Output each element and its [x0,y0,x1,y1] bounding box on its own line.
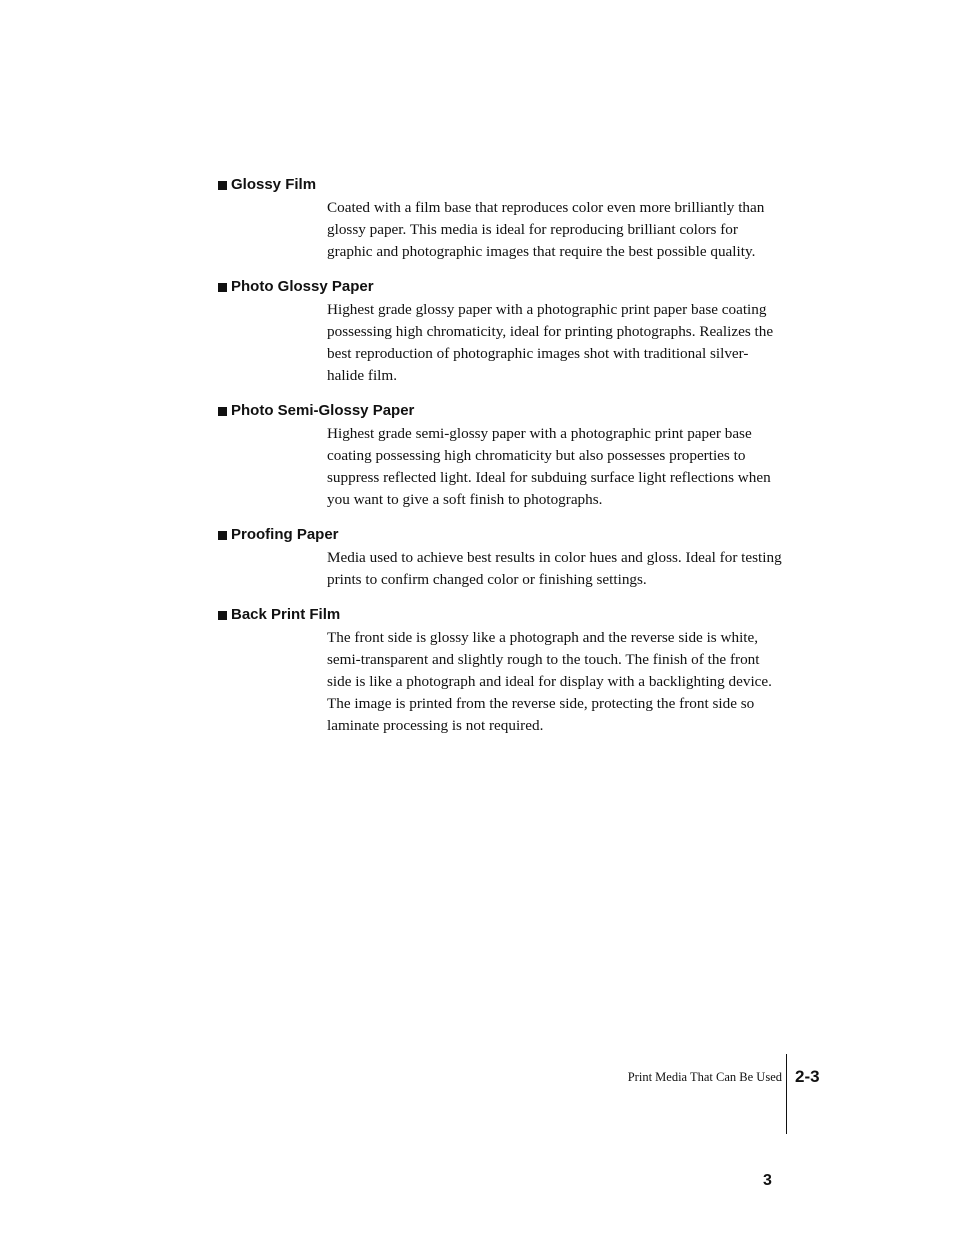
square-bullet-icon [218,531,227,540]
section-back-print-film [217,605,787,737]
section-heading [217,277,787,297]
section-title: Photo Glossy Paper [231,278,374,295]
section-description: Coated with a film base that reproduces color even more brilliantly than glossy paper. This media is ideal for reproducing brilliant colors for graphic and photographic images that require the best possible quality. [327,199,765,260]
section-photo-semi-glossy-paper [217,401,787,511]
square-bullet-icon [218,283,227,292]
section-title: Back Print Film [231,606,341,623]
document-content [217,175,787,751]
section-title: Proofing Paper [231,526,339,543]
footer-divider [786,1054,787,1134]
section-heading [217,525,787,545]
section-heading [217,605,787,625]
section-title: Glossy Film [231,176,317,193]
section-proofing-paper [217,525,787,591]
section-description: Highest grade semi-glossy paper with a photographic print paper base coating possessing high chromaticity but also possesses properties to suppress reflected light. Ideal for subduing surface light reflections when you want to give a soft finish to photographs. [327,425,771,508]
section-description: The front side is glossy like a photograph and the reverse side is white, semi-transparent and slightly rough to the touch. The finish of the front side is like a photograph and ideal for display with a backlighting device. The image is printed from the reverse side, protecting the front side so laminate processing is not required. [327,629,772,734]
square-bullet-icon [218,611,227,620]
footer-section-number: 2-3 [795,1067,820,1086]
footer-chapter-title: Print Media That Can Be Used [627,1070,782,1084]
section-description: Highest grade glossy paper with a photographic print paper base coating possessing high chromaticity, ideal for printing photographs. Realizes the best reproduction of photographic images shot with traditional silver-halide film. [327,301,774,384]
section-heading [217,175,787,195]
section-glossy-film [217,175,787,263]
square-bullet-icon [218,181,227,190]
square-bullet-icon [218,407,227,416]
section-title: Photo Semi-Glossy Paper [231,402,415,419]
section-photo-glossy-paper [217,277,787,387]
page-number: 3 [763,1172,772,1189]
section-description: Media used to achieve best results in color hues and gloss. Ideal for testing prints to confirm changed color or finishing settings. [327,549,782,588]
section-heading [217,401,787,421]
